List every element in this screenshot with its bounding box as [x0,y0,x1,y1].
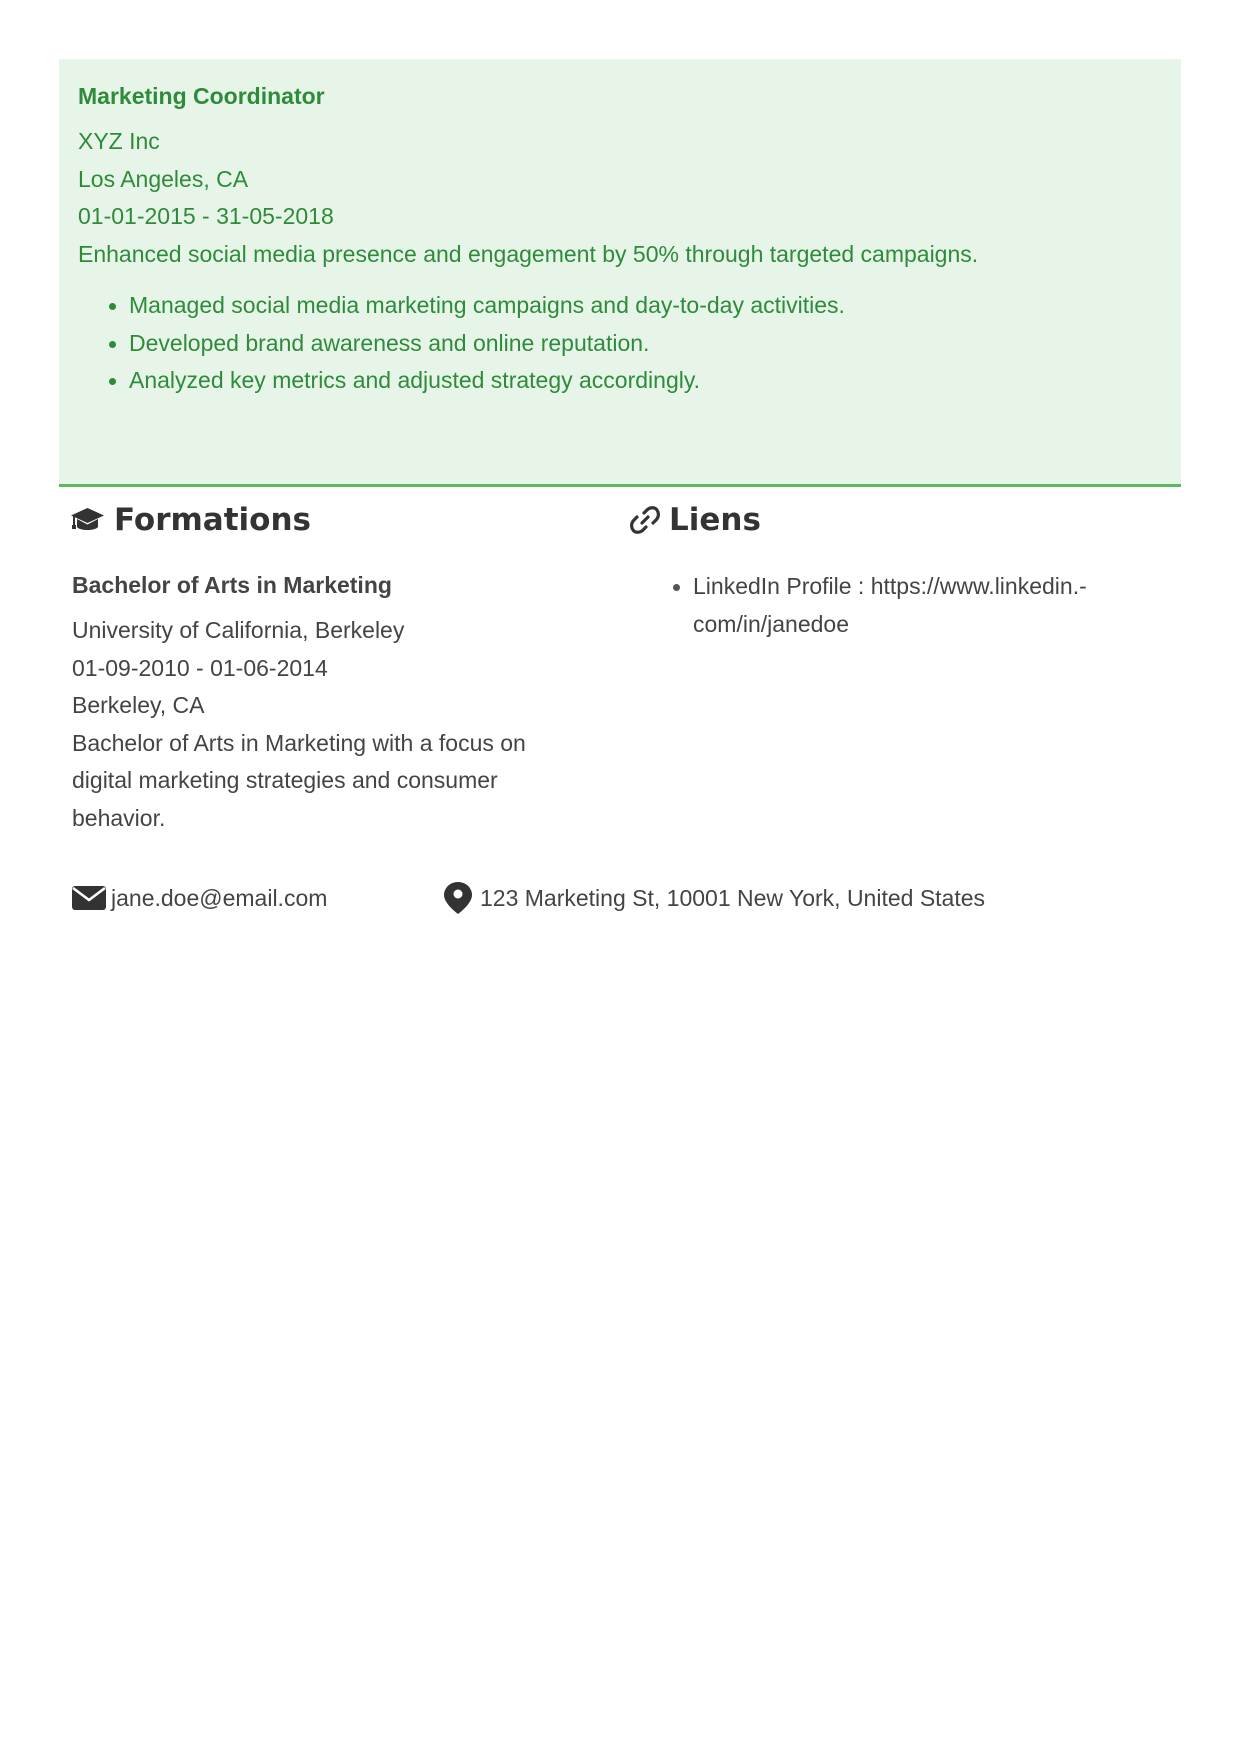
link-text-line: com/in/janedoe [693,610,849,637]
list-item: Analyzed key metrics and adjusted strategy accordingly. [109,362,1162,400]
link-icon [630,505,660,535]
section-title: Formations [114,502,311,538]
degree-title: Bachelor of Arts in Marketing [72,572,392,598]
education-heading [70,502,311,538]
job-bullet-list [78,287,1162,400]
education-location: Berkeley, CA [72,692,205,718]
link-text-line: LinkedIn Profile : https://www.linkedin.- [693,573,1087,599]
links-heading [630,502,761,538]
section-title: Liens [669,502,761,538]
email-text: jane.doe@email.com [111,884,328,911]
link-item-linkedin[interactable] [673,568,1153,643]
education-entry [72,570,592,837]
map-pin-icon [440,880,480,916]
contact-email[interactable] [71,878,327,918]
education-description-line: digital marketing strategies and consumer [72,767,498,793]
graduation-cap-icon [70,506,105,534]
education-description-line: behavior. [72,804,166,831]
envelope-icon [71,884,111,912]
address-text: 123 Marketing St, 10001 New York, United States [480,884,986,911]
education-dates: 01-09-2010 - 01-06-2014 [72,654,328,681]
school-name: University of California, Berkeley [72,617,405,643]
job-location: Los Angeles, CA [78,165,249,192]
job-title: Marketing Coordinator [78,83,325,109]
job-dates: 01-01-2015 - 31-05-2018 [78,203,334,229]
contact-address [440,878,985,918]
list-item: Managed social media marketing campaigns and day-to-day activities. [109,287,1162,325]
list-item: Developed brand awareness and online reputation. [109,325,1162,363]
job-summary: Enhanced social media presence and engagement by 50% through targeted campaigns. [78,240,979,267]
education-description-line: Bachelor of Arts in Marketing with a focus on [72,729,526,756]
experience-entry [59,59,1181,487]
job-company: XYZ Inc [78,128,160,154]
links-list [673,568,1153,643]
